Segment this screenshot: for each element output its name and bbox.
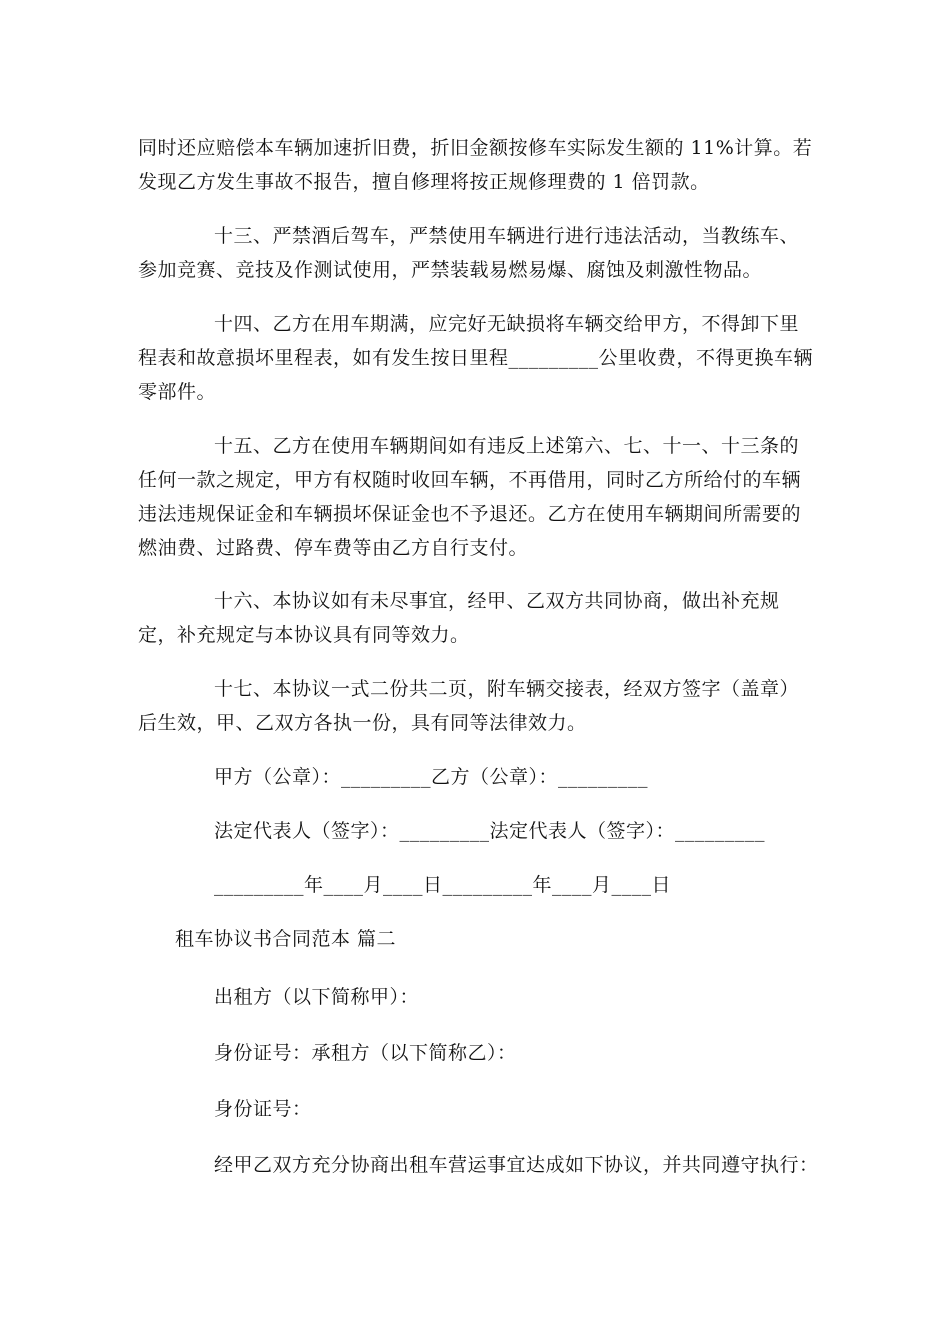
- lessee-line: 身份证号：承租方（以下简称乙）：: [214, 1042, 517, 1064]
- agreement-intro-line: 经甲乙双方充分协商出租车营运事宜达成如下协议，并共同遵守执行：: [214, 1154, 819, 1176]
- lessor-line: 出租方（以下简称甲）：: [214, 986, 420, 1008]
- section-heading: 租车协议书合同范本 篇二: [175, 928, 397, 950]
- paragraph-clause-13: 十三、严禁酒后驾车，严禁使用车辆进行进行违法活动，当教练车、参加竞赛、竞技及作测试使用，严禁装载易燃易爆、腐蚀及刺激性物品。: [138, 225, 800, 281]
- paragraph-clause-16: 十六、本协议如有未尽事宜，经甲、乙双方共同协商，做出补充规定，补充规定与本协议具有同等效力。: [138, 590, 780, 646]
- paragraph-clause-17: 十七、本协议一式二份共二页，附车辆交接表，经双方签字（盖章）后生效，甲、乙双方各执一份，具有同等法律效力。: [138, 678, 800, 734]
- paragraph-clause-15: 十五、乙方在使用车辆期间如有违反上述第六、七、十一、十三条的任何一款之规定，甲方有权随时收回车辆，不再借用，同时乙方所给付的车辆违法违规保证金和车辆损坏保证金也不予退还。乙方在使用车辆期间所需要的燃油费、过路费、停车费等由乙方自行支付。: [138, 435, 802, 559]
- signature-date-line: _________年____月____日_________年____月____日: [214, 874, 672, 896]
- signature-representatives-line: 法定代表人（签字）：_________法定代表人（签字）：_________: [214, 820, 766, 842]
- id-number-line: 身份证号：: [214, 1098, 312, 1120]
- paragraph-clause-14: 十四、乙方在用车期满，应完好无缺损将车辆交给甲方，不得卸下里程表和故意损坏里程表，如有发生按日里程_________公里收费，不得更换车辆零部件。: [138, 313, 814, 403]
- signature-parties-line: 甲方（公章）：_________乙方（公章）：_________: [214, 766, 649, 788]
- paragraph-continuation: 同时还应赔偿本车辆加速折旧费，折旧金额按修车实际发生额的 11%计算。若发现乙方发生事故不报告，擅自修理将按正规修理费的 1 倍罚款。: [138, 137, 813, 193]
